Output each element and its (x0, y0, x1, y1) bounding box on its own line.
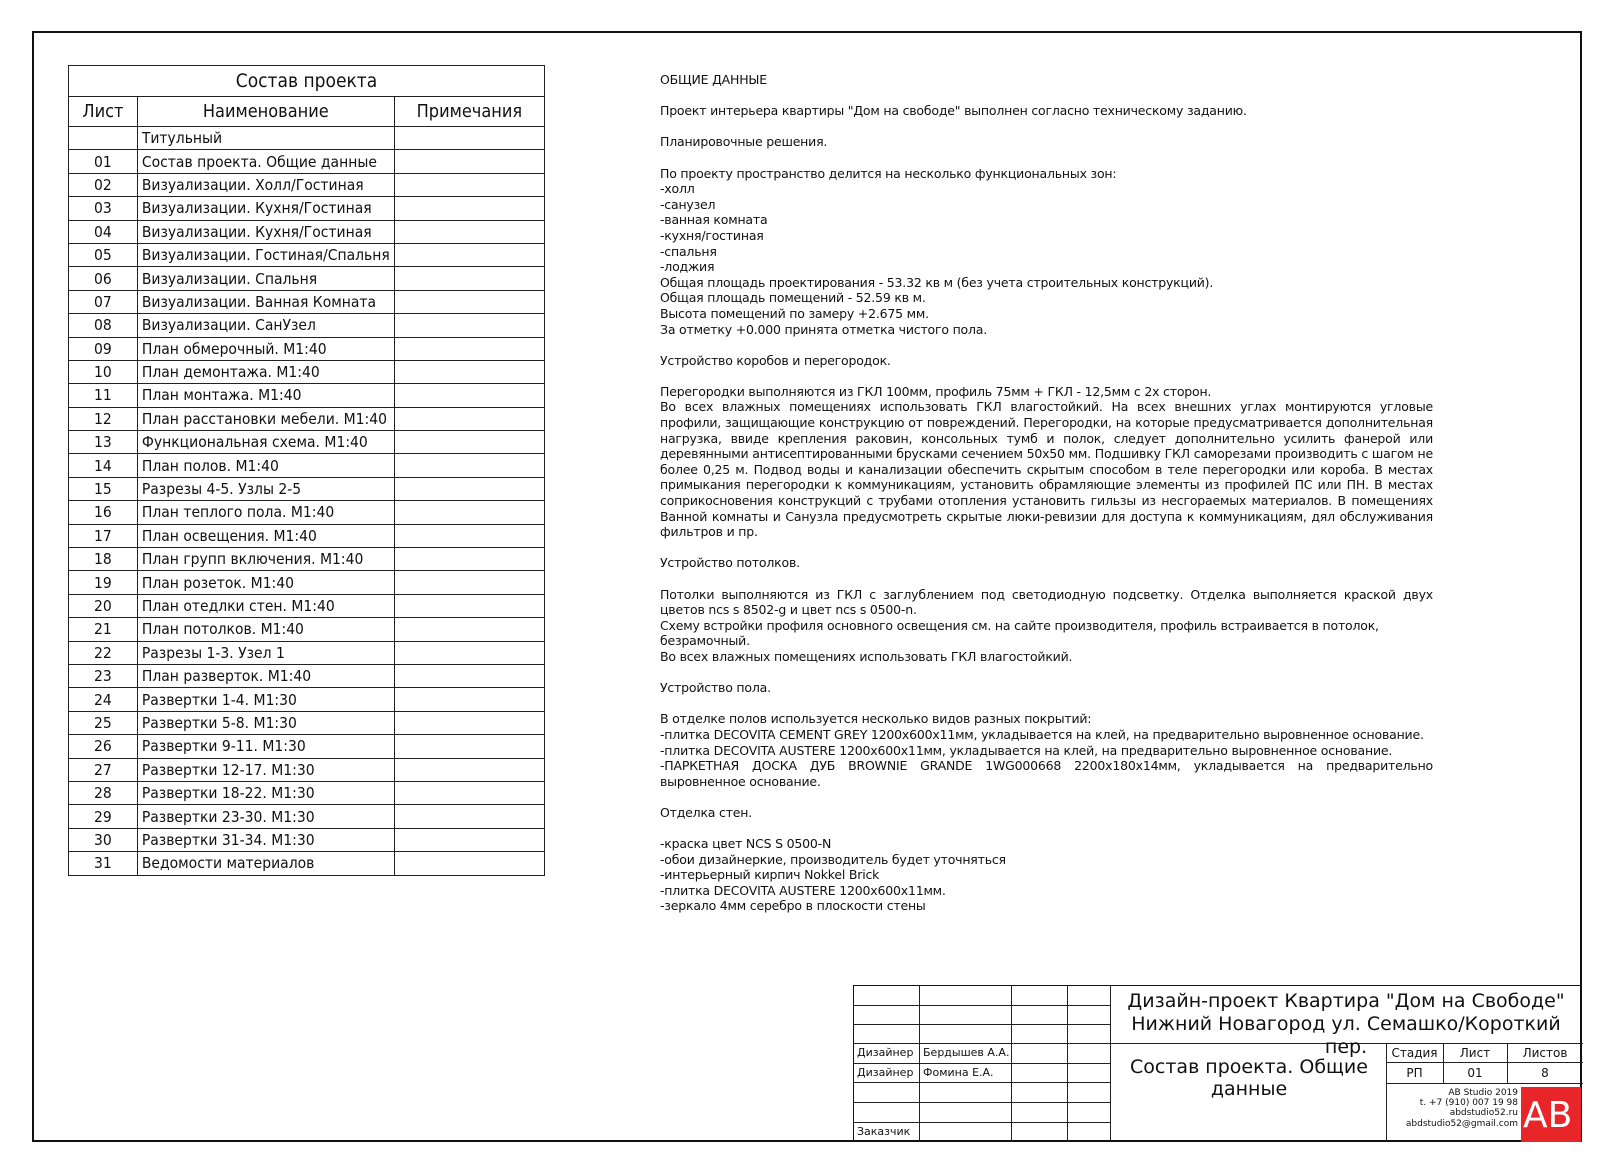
cell-note (394, 735, 544, 758)
cell-note (394, 243, 544, 266)
cell-num: 02 (69, 173, 138, 196)
cell-num: 27 (69, 758, 138, 781)
cell-note (394, 688, 544, 711)
area-line: Общая площадь помещений - 52.59 кв м. (660, 290, 926, 306)
header-name: Наименование (137, 97, 394, 127)
cell-note (394, 548, 544, 571)
studio-email: abdstudio52@gmail.com (1405, 1118, 1518, 1129)
cell-name: Функциональная схема. М1:40 (137, 431, 394, 454)
cell-name: План групп включения. М1:40 (137, 548, 394, 571)
cell-name: Титульный (137, 127, 394, 150)
floor-item: -ПАРКЕТНАЯ ДОСКА ДУБ BROWNIE GRANDE 1WG000668 2200х180х14мм, укладывается на предварительно выровненное основание. (660, 758, 1433, 789)
cell-name: План демонтажа. М1:40 (137, 360, 394, 383)
wall-item: -интерьерный кирпич Nokkel Brick (660, 867, 880, 883)
ceilings-line2: Схему встройки профиля основного освещения см. на сайте производителя, профиль встраивается в потолок, безрамочный. (660, 617, 1379, 649)
walls-title: Отделка стен. (660, 804, 753, 820)
cell-num: 08 (69, 314, 138, 337)
studio-site: abdstudio52.ru (1449, 1108, 1518, 1119)
cell-name: Состав проекта. Общие данные (137, 150, 394, 173)
cell-num: 31 (69, 852, 138, 875)
cell-name: План обмерочный. М1:40 (137, 337, 394, 360)
floor-items (660, 727, 1433, 789)
cell-note (394, 197, 544, 220)
cell-name: Визуализации. Кухня/Гостиная (137, 197, 394, 220)
planning-title: Планировочные решения. (660, 134, 828, 150)
cell-note (394, 664, 544, 687)
cell-note (394, 337, 544, 360)
table-row (69, 431, 545, 454)
cell-name: План разверток. М1:40 (137, 664, 394, 687)
cell-name: Разрезы 1-3. Узел 1 (137, 641, 394, 664)
table-row (69, 688, 545, 711)
cell-num: 28 (69, 781, 138, 804)
cell-note (394, 220, 544, 243)
cell-name: Разрезы 4-5. Узлы 2-5 (137, 477, 394, 500)
cell-note (394, 454, 544, 477)
table-row (69, 407, 545, 430)
cell-name: Визуализации. Ванная Комната (137, 290, 394, 313)
area-line: За отметку +0.000 принята отметка чистого пола. (660, 321, 988, 337)
cell-name: План монтажа. М1:40 (137, 384, 394, 407)
cell-note (394, 594, 544, 617)
cell-note (394, 314, 544, 337)
cell-num: 26 (69, 735, 138, 758)
cell-note (394, 711, 544, 734)
cell-note (394, 852, 544, 875)
cell-name: План освещения. М1:40 (137, 524, 394, 547)
title-block (853, 985, 1582, 1142)
customer-label: Заказчик (857, 1125, 911, 1138)
cell-note (394, 407, 544, 430)
cell-name: Развертки 9-11. М1:30 (137, 735, 394, 758)
table-row (69, 384, 545, 407)
zones-list (660, 181, 1433, 275)
cell-name: План розеток. М1:40 (137, 571, 394, 594)
cell-note (394, 431, 544, 454)
table-row (69, 290, 545, 313)
table-row (69, 267, 545, 290)
cell-note (394, 477, 544, 500)
cell-num: 20 (69, 594, 138, 617)
table-row (69, 501, 545, 524)
studio-info (1406, 1088, 1518, 1129)
table-row (69, 805, 545, 828)
designer-1: Бердышев А.А. (923, 1046, 1010, 1059)
table-row (69, 360, 545, 383)
zone-item: -лоджия (660, 259, 715, 275)
cell-note (394, 805, 544, 828)
cell-num: 12 (69, 407, 138, 430)
cell-name: Ведомости материалов (137, 852, 394, 875)
cell-num: 30 (69, 828, 138, 851)
table-row (69, 314, 545, 337)
cell-num: 15 (69, 477, 138, 500)
cell-note (394, 828, 544, 851)
intro-text: Проект интерьера квартиры "Дом на свободе" выполнен согласно техническому заданию. (660, 103, 1247, 119)
header-notes: Примечания (394, 97, 544, 127)
sheets-label: Листов (1522, 1046, 1568, 1060)
stage-value: РП (1406, 1066, 1423, 1080)
role-1: Дизайнер (857, 1046, 914, 1059)
table-row (69, 781, 545, 804)
zone-item: -спальня (660, 243, 717, 259)
floor-title: Устройство пола. (660, 680, 771, 696)
cell-num: 05 (69, 243, 138, 266)
role-2: Дизайнер (857, 1066, 914, 1079)
cell-name: Развертки 18-22. М1:30 (137, 781, 394, 804)
table-row (69, 548, 545, 571)
floor-intro: В отделке полов используется несколько видов разных покрытий: (660, 711, 1092, 727)
zone-item: -ванная комната (660, 212, 768, 228)
table-row (69, 735, 545, 758)
wall-item: -обои дизайнеркие, производитель будет уточняться (660, 851, 1006, 867)
partitions-title: Устройство коробов и перегородок. (660, 352, 891, 368)
cell-num: 21 (69, 618, 138, 641)
cell-num: 25 (69, 711, 138, 734)
table-row (69, 828, 545, 851)
logo-letters: AB (1523, 1095, 1573, 1136)
cell-num: 13 (69, 431, 138, 454)
cell-num: 01 (69, 150, 138, 173)
general-heading: ОБЩИЕ ДАННЫЕ (660, 72, 767, 87)
cell-name: План теплого пола. М1:40 (137, 501, 394, 524)
table-row (69, 243, 545, 266)
cell-note (394, 781, 544, 804)
cell-note (394, 618, 544, 641)
cell-num: 29 (69, 805, 138, 828)
cell-num: 16 (69, 501, 138, 524)
table-row (69, 127, 545, 150)
cell-num: 17 (69, 524, 138, 547)
table-row (69, 454, 545, 477)
cell-note (394, 501, 544, 524)
cell-name: Визуализации. Кухня/Гостиная (137, 220, 394, 243)
table-row (69, 641, 545, 664)
area-line: Общая площадь проектирования - 53.32 кв м (без учета строительных конструкций). (660, 274, 1214, 290)
cell-note (394, 360, 544, 383)
general-data (660, 72, 1433, 914)
cell-note (394, 524, 544, 547)
cell-num: 04 (69, 220, 138, 243)
cell-name: Развертки 1-4. М1:30 (137, 688, 394, 711)
cell-name: Визуализации. СанУзел (137, 314, 394, 337)
cell-num: 03 (69, 197, 138, 220)
cell-num: 22 (69, 641, 138, 664)
header-sheet: Лист (69, 97, 138, 127)
cell-note (394, 127, 544, 150)
cell-note (394, 641, 544, 664)
cell-note (394, 571, 544, 594)
zone-item: -санузел (660, 196, 716, 212)
table-row (69, 337, 545, 360)
table-row (69, 711, 545, 734)
cell-name: Развертки 31-34. М1:30 (137, 828, 394, 851)
partitions-line1: Перегородки выполняются из ГКЛ 100мм, профиль 75мм + ГКЛ - 12,5мм с 2х сторон. (660, 383, 1212, 399)
cell-note (394, 758, 544, 781)
area-line: Высота помещений по замеру +2.675 мм. (660, 305, 929, 321)
cell-num: 23 (69, 664, 138, 687)
table-row (69, 571, 545, 594)
table-row (69, 173, 545, 196)
cell-num: 11 (69, 384, 138, 407)
table-row (69, 758, 545, 781)
sheet-label: Лист (1459, 1046, 1491, 1060)
ceilings-line3: Во всех влажных помещениях использовать ГКЛ влагостойкий. (660, 648, 1073, 664)
sheets-value: 8 (1541, 1066, 1549, 1080)
sheet-title: Состав проекта. Общие данные (1130, 1056, 1368, 1100)
table-row (69, 197, 545, 220)
wall-item: -зеркало 4мм серебро в плоскости стены (660, 898, 926, 914)
cell-num: 24 (69, 688, 138, 711)
cell-name: Визуализации. Спальня (137, 267, 394, 290)
cell-name: План отедлки стен. М1:40 (137, 594, 394, 617)
cell-num: 09 (69, 337, 138, 360)
table-row (69, 618, 545, 641)
cell-note (394, 173, 544, 196)
table-row (69, 524, 545, 547)
cell-name: Развертки 12-17. М1:30 (137, 758, 394, 781)
cell-name: Визуализации. Холл/Гостиная (137, 173, 394, 196)
studio-phone: t. +7 (910) 007 19 98 (1419, 1098, 1518, 1109)
studio-name: AB Studio 2019 (1448, 1088, 1518, 1098)
ceilings-text: Потолки выполняются из ГКЛ с заглублением под светодиодную подсветку. Отделка выполняется краской двух цветов ncs s 8502-g и цвет ncs s 0500-n. (660, 586, 1433, 618)
cell-name: Визуализации. Гостиная/Спальня (137, 243, 394, 266)
studio-logo (1521, 1087, 1581, 1142)
cell-name: План расстановки мебели. М1:40 (137, 407, 394, 430)
wall-item: -плитка DECOVITA AUSTERE 1200х600х11мм. (660, 882, 946, 898)
composition-table (68, 65, 545, 876)
stage-label: Стадия (1391, 1046, 1438, 1060)
cell-note (394, 384, 544, 407)
table-row (69, 150, 545, 173)
cell-note (394, 267, 544, 290)
cell-name: План потолков. М1:40 (137, 618, 394, 641)
table-row (69, 664, 545, 687)
area-lines (660, 275, 1433, 337)
cell-num: 06 (69, 267, 138, 290)
partitions-text: Во всех влажных помещениях использовать ГКЛ влагостойкий. На всех внешних углах монтируются угловые профили, защищающие конструкцию от повреждений. Перегородки, на которые предусматривается дополнительная нагрузка, ввиде крепления раковин, консольных тумб и полок, следует дополнительно усилить фанерой или деревянными антисептированными брусками сечением 50х50 мм. Подшивку ГКЛ саморезами производить с шагом не более 0,25 м. Подвод воды и канализации обеспечить скрытым способом в теле перегородки или короба. В местах примыкания перегородки к коммуникациям, установить обрамляющие элементы из профилей ПС или ПН. В местах соприкосновения конструкций с трубами отопления установить гильзы из несгораемых материалов. В помещениях Ванной комнаты и Санузла предусмотреть скрытые люки-ревизии для доступа к коммуникациям, дял обслуживания фильтров и пр. (660, 399, 1433, 540)
zone-item: -холл (660, 181, 695, 197)
zones-intro: По проекту пространство делится на несколько функциональных зон: (660, 165, 1117, 181)
project-title: Дизайн-проект Квартира "Дом на Свободе" Нижний Новагород ул. Семашко/Короткий пер. (1127, 990, 1565, 1058)
cell-name: План полов. М1:40 (137, 454, 394, 477)
cell-name: Развертки 23-30. М1:30 (137, 805, 394, 828)
cell-num (69, 127, 138, 150)
cell-num: 07 (69, 290, 138, 313)
zone-item: -кухня/гостиная (660, 227, 764, 243)
ceilings-title: Устройство потолков. (660, 555, 800, 571)
walls-items (660, 836, 1433, 914)
table-title: Состав проекта (69, 66, 545, 97)
cell-num: 10 (69, 360, 138, 383)
table-row (69, 594, 545, 617)
cell-note (394, 290, 544, 313)
cell-num: 18 (69, 548, 138, 571)
floor-item: -плитка DECOVITA AUSTERE 1200х600х11мм, укладывается на клей, на предварительно выровненное основание. (660, 742, 1393, 758)
cell-num: 19 (69, 571, 138, 594)
floor-item: -плитка DECOVITA CEMENT GREY 1200х600х11мм, укладывается на клей, на предварительно выровненное основание. (660, 726, 1424, 742)
table-row (69, 477, 545, 500)
cell-note (394, 150, 544, 173)
cell-name: Развертки 5-8. М1:30 (137, 711, 394, 734)
table-row (69, 852, 545, 875)
table-row (69, 220, 545, 243)
cell-num: 14 (69, 454, 138, 477)
wall-item: -краска цвет NCS S 0500-N (660, 836, 832, 852)
designer-2: Фомина Е.А. (923, 1066, 994, 1079)
sheet-value: 01 (1467, 1066, 1483, 1080)
